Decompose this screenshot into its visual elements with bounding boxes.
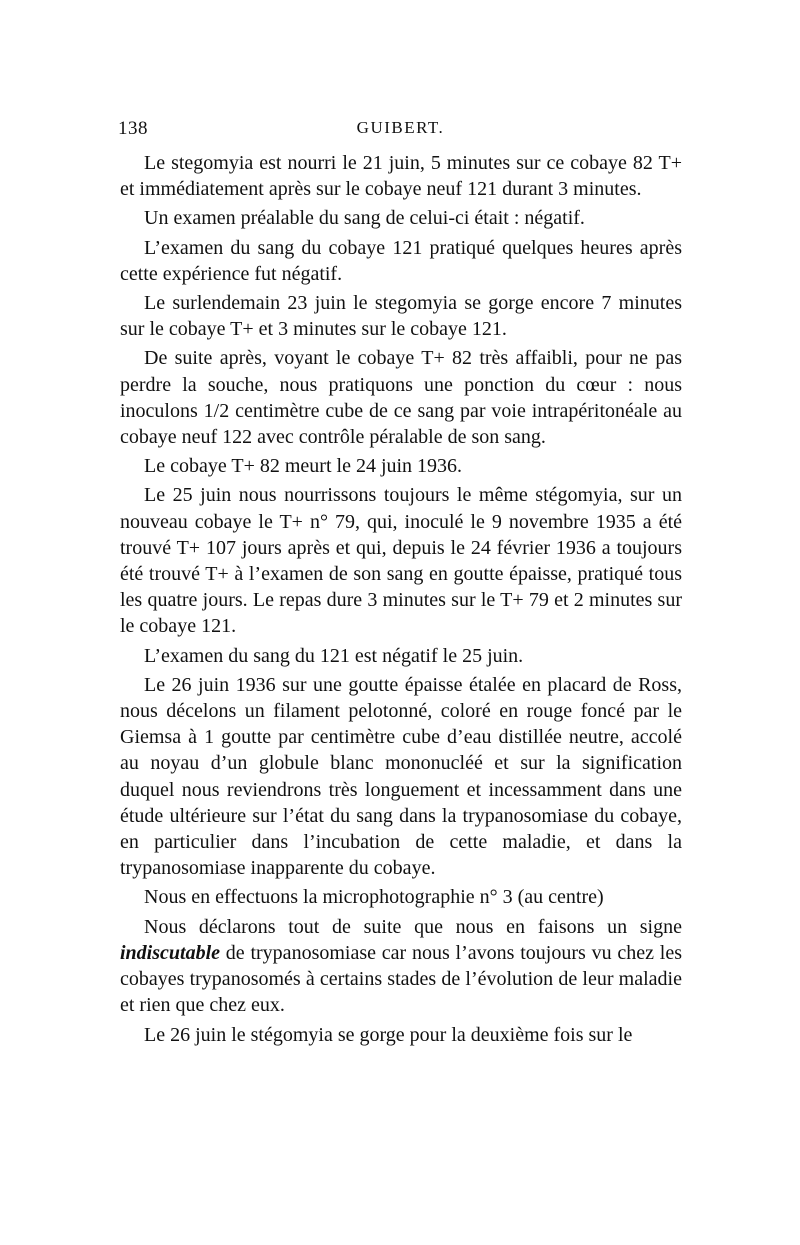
paragraph: Le surlendemain 23 juin le stegomyia se gorge encore 7 minutes sur le cobaye T+ et 3 minutes sur le cobaye 121. xyxy=(120,292,682,341)
paragraph: Un examen préalable du sang de celui-ci était : négatif. xyxy=(144,207,585,230)
paragraph-text-before: Nous déclarons tout de suite que nous en faisons un signe xyxy=(144,915,682,938)
paragraph: Le 25 juin nous nourrissons toujours le même stégomyia, sur un nouveau cobaye le T+ n° 79, qui, inoculé le 9 novembre 1935 a été trouvé T+ 107 jours après et qui, depuis le 24 février 1936 a toujours été trouvé T+ à l’examen de son sang en goutte épaisse, pratiqué tous les quatre jours. Le repas dure 3 minutes sur le T+ 79 et 2 minutes sur le cobaye 121. xyxy=(120,484,682,638)
paragraph-text-after: de trypanosomiase car nous l’avons toujours vu chez les cobayes trypanosomés à certains stades de l’évolution de leur maladie et rien que chez eux. xyxy=(120,941,682,1017)
paragraph: L’examen du sang du cobaye 121 pratiqué quelques heures après cette expérience fut négatif. xyxy=(120,236,682,285)
emphasized-word: indiscutable xyxy=(120,941,221,964)
paragraph-with-emphasis xyxy=(120,914,682,1019)
paragraph: Le 26 juin le stégomyia se gorge pour la deuxième fois sur le xyxy=(144,1023,633,1046)
paragraph: De suite après, voyant le cobaye T+ 82 très affaibli, pour ne pas perdre la souche, nous pratiquons une ponction du cœur : nous inoculons 1/2 centimètre cube de ce sang par voie intrapéritonéale au cobaye neuf 122 avec contrôle péralable de son sang. xyxy=(120,347,682,449)
paragraph: Le 26 juin 1936 sur une goutte épaisse étalée en placard de Ross, nous décelons un filament pelotonné, coloré en rouge foncé par le Giemsa à 1 goutte par centimètre cube d’eau distillée neutre, accolé au noyau d’un globule blanc mononucléé et sur la signification duquel nous reviendrons très longuement et incessamment dans une étude ultérieure sur l’état du sang dans la trypanosomiase du cobaye, en particulier dans l’incubation de cette maladie, et dans la trypanosomiase inapparente du cobaye. xyxy=(120,673,682,880)
paragraph: Le stegomyia est nourri le 21 juin, 5 minutes sur ce cobaye 82 T+ et immédiatement après sur le cobaye neuf 121 durant 3 minutes. xyxy=(120,152,682,201)
running-head: GUIBERT. xyxy=(356,118,445,137)
paragraph: L’examen du sang du 121 est négatif le 25 juin. xyxy=(144,644,524,667)
body-text xyxy=(120,150,682,1051)
page-number: 138 xyxy=(118,118,148,139)
paragraph: Le cobaye T+ 82 meurt le 24 juin 1936. xyxy=(144,455,463,478)
page-header xyxy=(118,118,683,144)
paragraph: Nous en effectuons la microphotographie n° 3 (au centre) xyxy=(144,886,604,909)
